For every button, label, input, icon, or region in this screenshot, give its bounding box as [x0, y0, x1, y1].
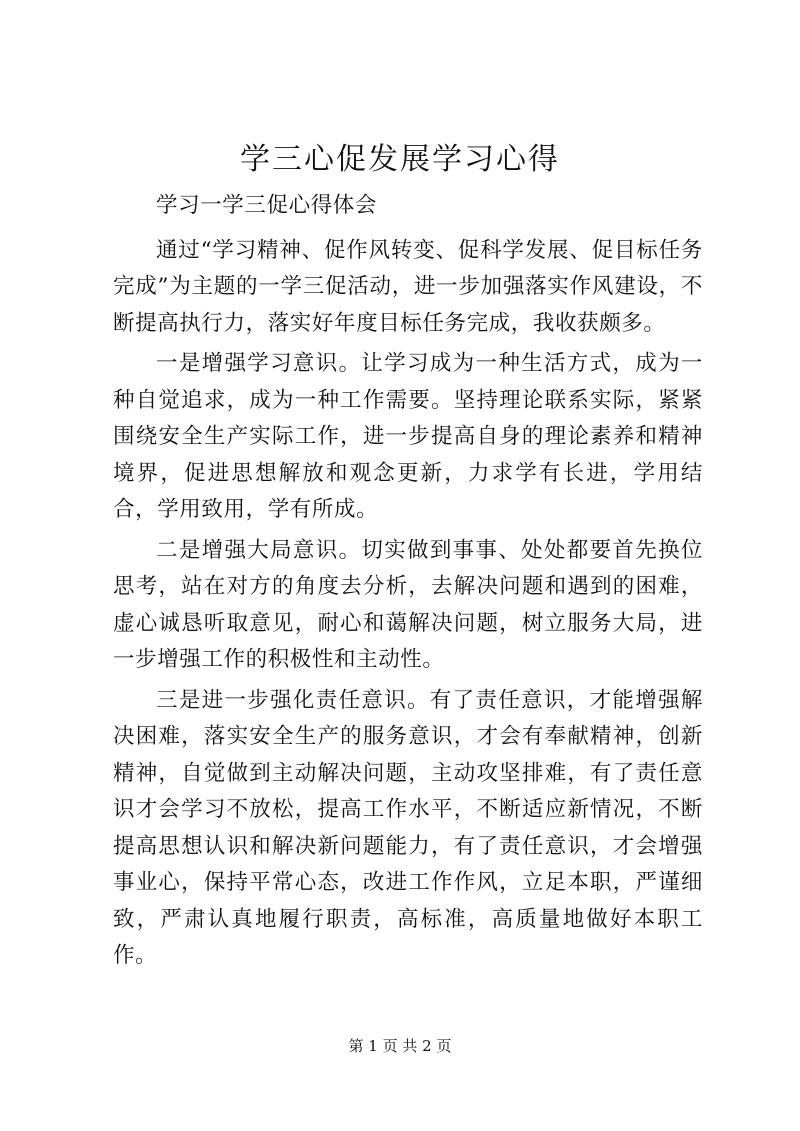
document-body — [113, 188, 703, 979]
paragraph-intro: 通过“学习精神、促作风转变、促科学发展、促目标任务完成”为主题的一学三促活动，进一步加强落实作风建设，不断提高执行力，落实好年度目标任务完成，我收获颇多。 — [113, 237, 703, 336]
page-number-footer: 第 1 页 共 2 页 — [348, 1037, 452, 1055]
paragraph-learning-awareness: 一是增强学习意识。让学习成为一种生活方式，成为一种自觉追求，成为一种工作需要。坚持理论联系实际，紧紧围绕安全生产实际工作，进一步提高自身的理论素养和精神境界，促进思想解放和观念更新，力求学有长进，学用结合，学用致用，学有所成。 — [113, 351, 703, 522]
document-title: 学三心促发展学习心得 — [240, 142, 560, 177]
paragraph-responsibility-awareness: 三是进一步强化责任意识。有了责任意识，才能增强解决困难，落实安全生产的服务意识，才会有奉献精神，创新精神，自觉做到主动解决问题，主动攻坚排难，有了责任意识才会学习不放松，提高工作水平，不断适应新情况，不断提高思想认识和解决新问题能力，有了责任意识，才会增强事业心，保持平常心态，改进工作作风，立足本职，严谨细致，严肃认真地履行职责，高标准，高质量地做好本职工作。 — [113, 687, 703, 968]
paragraph-overall-awareness: 二是增强大局意识。切实做到事事、处处都要首先换位思考，站在对方的角度去分析，去解决问题和遇到的困难，虚心诚恳听取意见，耐心和蔼解决问题，树立服务大局，进一步增强工作的积极性和主动性。 — [113, 537, 703, 672]
document-subtitle: 学习一学三促心得体会 — [156, 193, 378, 218]
